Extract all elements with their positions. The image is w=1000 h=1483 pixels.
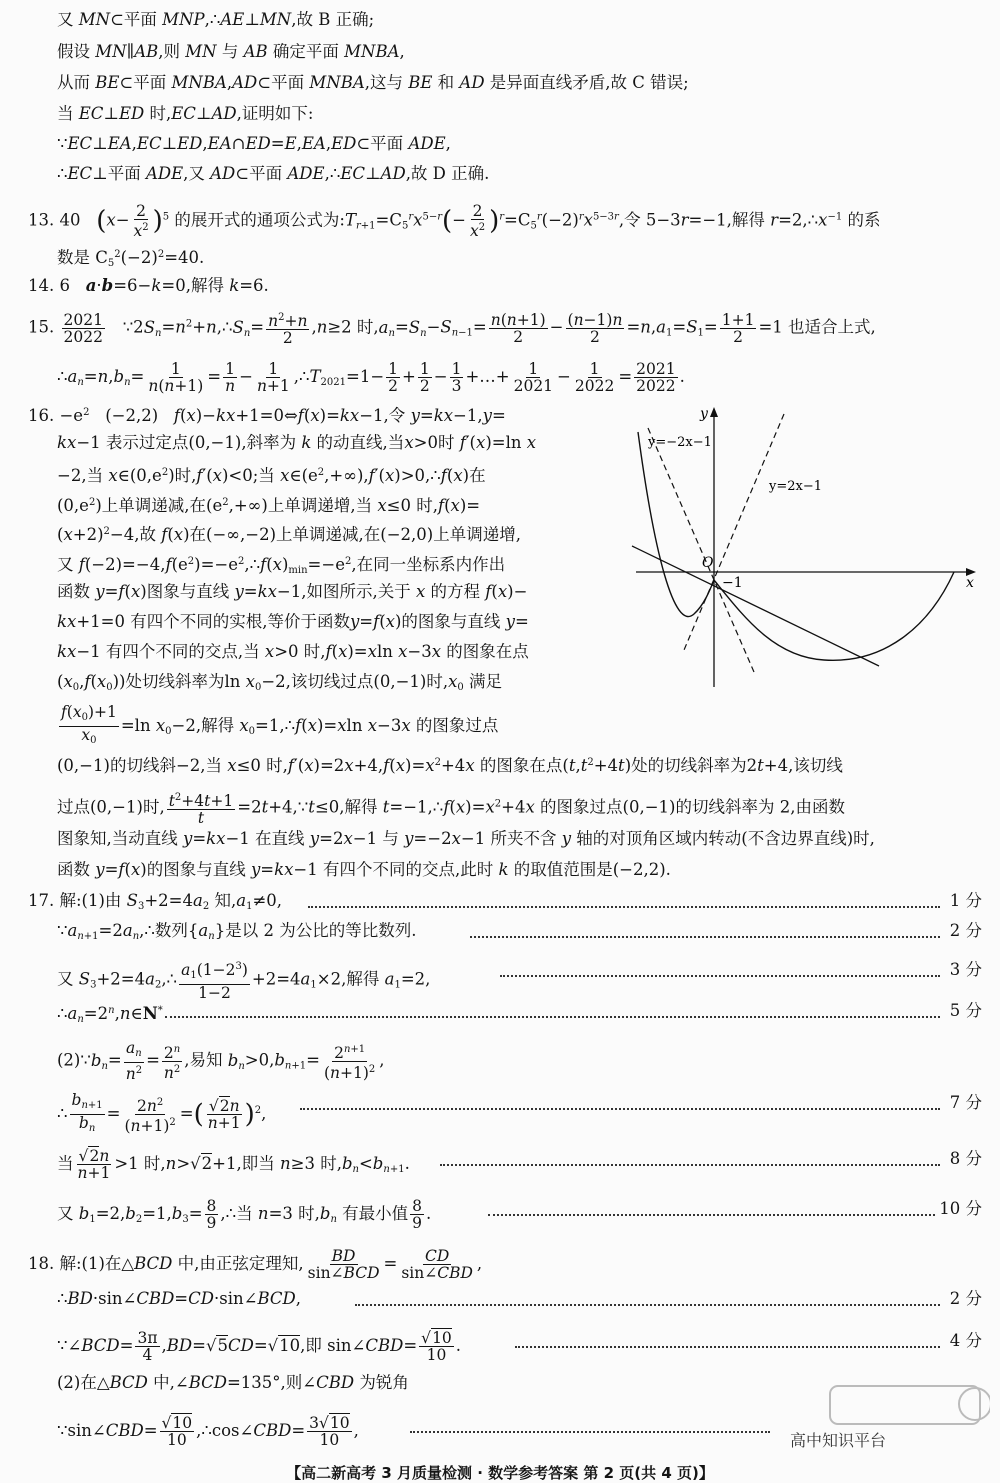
text-line: 又 MN⊂平面 MNP,∴AE⊥MN,故 B 正确; (57, 10, 375, 29)
score-mark: 2 分 (949, 1289, 982, 1308)
text-line: $\frac{f(x_0)+1}{x_0}$ =ln $x_0-2$,解得 $x_0=1,\therefore f(x)=xln$ x−3x 的图象过点 (61, 703, 499, 746)
score-mark: 1 分 (949, 891, 982, 910)
dot-leader (440, 1164, 940, 1166)
text-line: 假设 MN∥AB,则 MN 与 AB 确定平面 MNBA, (57, 42, 405, 61)
y-axis-label: y (700, 406, 708, 422)
question-14: 14. 6 a·b=6−k=0,解得 k=6. (28, 276, 269, 295)
watermark (790, 1384, 990, 1454)
dot-leader (300, 1108, 940, 1110)
text-line: ∴BD·sin∠CBD=CD·sin∠BCD, (57, 1289, 301, 1308)
intercept-label: −1 (722, 575, 743, 591)
tangent-line (632, 546, 879, 666)
score-mark: 8 分 (949, 1149, 982, 1168)
line-pos-label: y=2x−1 (769, 479, 823, 494)
dot-leader (470, 936, 940, 938)
question-18: 18. 解:(1)在△BCD 中,由正弦定理知, BD sin∠BCD = CD sin∠CBD , (28, 1247, 483, 1282)
score-mark: 10 分 (939, 1199, 982, 1218)
page-footer: 【高二新高考 3 月质量检测 · 数学参考答案 第 2 页(共 4 页)】 (286, 1464, 714, 1482)
text-line: $\therefore a_n=2^n,n\in N^*$ (57, 1004, 163, 1025)
dot-leader (165, 1016, 940, 1018)
question-13: 13. 40 (x− $\frac{2}{x^2}$ )$^5$ 的展开式的通项公式为$:T_{r+1}=C_5^rx^{5-r}(-$ $\frac{2}{x^2}$ )$^r=C_5^r(-2)^rx^{5-3r}$,令 5−3r=−1,解得 $r=2,\therefore x^{-1}$ 的系 (28, 202, 881, 240)
dot-leader (515, 1346, 940, 1348)
score-mark: 2 分 (949, 921, 982, 940)
text-line: 数是 $C_5^2(-2)^2=40$. (57, 248, 205, 269)
text-line: $(x_0,f(x_0))$处切线斜率为$\ln x_0-2$,该切线过点(0,−1)时$,x_0$ 满足 (57, 672, 503, 693)
text-line: 过点(0,−1)时, $\frac{t^2+4t+1}{t}$ =2t+4,∵t≤0,解得 $t=-1,\therefore f(x)=x^2+4x$ 的图象过点(0,−1)的切线斜率为 2,由函数 (57, 792, 845, 827)
dot-leader (355, 1304, 940, 1306)
text-line: 函数 y=f(x)图象与直线 y=kx−1,如图所示,关于 x 的方程 f(x)− (57, 582, 528, 601)
text-line: 从而 BE⊂平面 MNBA,AD⊂平面 MNBA,这与 BE 和 AD 是异面直线矛盾,故 C 错误; (57, 73, 689, 92)
score-mark: 4 分 (949, 1331, 982, 1350)
text-line: 又 $S_3+2=4a_2,\therefore$ $\frac{a_1(1-2^3)}{1-2}$ $+2=4a_1\times 2$,解得 $a_1=2$, (57, 961, 431, 1002)
question-15: 15. $\frac{2021}{2022}$ $\because 2S_n=n^2+n,\therefore S_n=$ $\frac{n^2+n}{2}$ ,n≥2 时$,a_n=S_n-S_{n-1}=$ $\frac{n(n+1)}{2}$ − $\frac{(n-1)n}{2}$ $=n,a_1=S_1=$ $\frac{1+1}{2}$ =1 也适合上式, (28, 310, 876, 347)
text-line: ∵EC⊥EA,EC⊥ED,EA∩ED=E,EA,ED⊂平面 ADE, (57, 134, 451, 153)
text-line: 当 EC⊥ED 时,EC⊥AD,证明如下: (57, 104, 314, 123)
text-line: $\because a_{n+1}=2a_n,\therefore$数列$\{a_n\}$是以 2 为公比的等比数列. (57, 921, 417, 942)
text-line: $(2)\because b_n=$ $\frac{a_n}{n^2}$ = $\frac{2^n}{n^2}$ ,易知 $b_n>0,b_{n+1}=$ $\frac{2^{n+1}}{(n+1)^2}$ , (57, 1039, 385, 1083)
text-line: kx−1 表示过定点(0,−1),斜率为 k 的动直线,当x>0时 f′(x)=ln x (57, 433, 537, 452)
dot-leader (308, 906, 940, 908)
text-line: $(x+2)^2-4$,故 f(x)在(−∞,−2)上单调递减,在(−2,0)上单调递增, (57, 525, 521, 544)
watermark-text: 高中知识平台 (790, 1431, 887, 1450)
text-line: 又 $f(-2)=-4,f(e^2)=-e^2,\therefore f(x)_{min}=-e^2$,在同一坐标系内作出 (57, 555, 506, 576)
score-mark: 3 分 (949, 960, 982, 979)
text-line: kx+1=0 有四个不同的实根,等价于函数y=f(x)的图象与直线 y= (57, 612, 529, 631)
text-line: $\therefore a_n=n,b_n=$ $\frac{1}{n(n+1)}$ = $\frac{1}{n}$ − $\frac{1}{n+1}$ $,\therefore T_{2021}=1-$ $\frac{1}{2}$ + $\frac{1}{2}$ − $\frac{1}{3}$ +…+ $\frac{1}{2021}$ − $\frac{1}{2022}$ = $\frac{2021}{2022}$ . (57, 360, 685, 395)
question-17: 17. 解:(1)由 $S_3+2=4a_2$ 知$,a_1\ne 0$, (28, 891, 283, 912)
line-y-neg2x-minus1 (648, 428, 754, 672)
text-line: ∴EC⊥平面 ADE,又 AD⊂平面 ADE,∴EC⊥AD,故 D 正确. (57, 164, 490, 183)
text-line: ∴ $\frac{b_{n+1}}{b_n}$ = $\frac{2n^2}{(n+1)^2}$ =( $\frac{√2n}{n+1}$ )$^2$, (57, 1091, 267, 1135)
dot-leader (500, 975, 940, 977)
text-line: kx−1 有四个不同的交点,当 x>0 时,f(x)=xln x−3x 的图象在点 (57, 642, 529, 661)
origin-label: O (702, 555, 714, 571)
text-line: 图象知,当动直线 y=kx−1 在直线 y=2x−1 与 y=−2x−1 所夹不含 y 轴的对顶角区域内转动(不含边界直线)时, (57, 829, 875, 848)
score-mark: 7 分 (949, 1093, 982, 1112)
line-neg-label: y=−2x−1 (648, 435, 712, 450)
text-line: ∵sin∠CBD= $\frac{√10}{10}$ ,∴cos∠CBD= $\frac{3√10}{10}$ , (57, 1414, 359, 1449)
text-line: 当 $\frac{√2n}{n+1}$ >1 时,n>√2+1,即当 n≥3 时$,b_n<b_{n+1}$. (57, 1147, 410, 1182)
function-graph (624, 402, 986, 702)
dot-leader (410, 1431, 770, 1433)
text-line: −2,当 $x\in(0,e^2)$时,f′(x)<0;当 $x\in(e^2,+\infty),f'(x)>0,\therefore f(x)$在 (57, 466, 486, 485)
text-line: $(0,e^2)$上单调递减,在$(e^2,+\infty)$上单调递增,当 x≤0 时,f(x)= (57, 496, 481, 515)
score-mark: 5 分 (949, 1001, 982, 1020)
text-line: (0,−1)的切线斜−2,当 x≤0 时$,f'(x)=2x+4,f(x)=x^2+4x$ 的图象在点$(t,t^2+4t)$处的切线斜率为2t+4,该切线 (57, 756, 843, 775)
x-axis-label: x (966, 575, 974, 591)
text-line: ∵∠BCD= $\frac{3\pi}{4}$ ,BD=√5CD=√10,即 sin∠CBD= $\frac{√10}{10}$ . (57, 1329, 462, 1364)
parabola-curve (638, 432, 714, 617)
text-line: 又 $b_1=2,b_2=1,b_3=$ $\frac{8}{9}$ ,∴当 n=3 时$,b_n$ 有最小值 $\frac{8}{9}$ . (57, 1197, 432, 1232)
y-axis-arrow (710, 407, 718, 417)
text-line: (2)在△BCD 中,∠BCD=135°,则∠CBD 为锐角 (57, 1373, 409, 1392)
xlnx-curve (714, 572, 954, 660)
text-line: 函数 y=f(x)的图象与直线 y=kx−1 有四个不同的交点,此时 k 的取值范围是(−2,2). (57, 860, 671, 879)
question-16: 16. $-e^2$ (−2,2) f(x)−kx+1=0⇔f(x)=kx−1,令 y=kx−1,y= (28, 406, 506, 425)
dot-leader (488, 1214, 935, 1216)
